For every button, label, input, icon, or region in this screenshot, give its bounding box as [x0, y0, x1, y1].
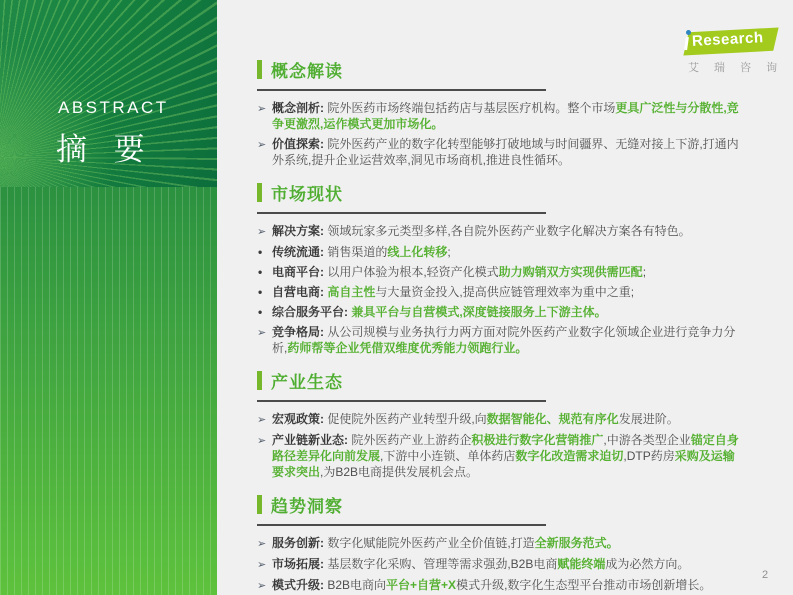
text-segment-normal: ,下游中小连锁、单体药店 [380, 449, 516, 463]
bullet-item [257, 577, 743, 594]
text-segment-green: 采购及运输要求突出 [272, 449, 735, 479]
text-segment-label: 自营电商: [272, 285, 324, 299]
bullet-item [257, 223, 743, 240]
bullet-text [272, 432, 743, 480]
section-bar-icon [257, 183, 262, 202]
text-segment-green: 平台+自营+X [386, 578, 457, 592]
arrow-bullet-icon: ➢ [257, 226, 267, 238]
bullet-item [257, 432, 743, 480]
dot-bullet-icon: • [258, 285, 263, 299]
section-1 [257, 57, 743, 168]
sub-bullet-item [258, 284, 743, 300]
text-segment-green: 高自主性 [327, 285, 376, 299]
text-segment-normal: ,DTP药房 [623, 449, 675, 463]
bullet-item [257, 324, 743, 356]
logo-i-dot-icon [686, 30, 691, 35]
section-bar-icon [257, 60, 262, 79]
text-segment-normal: 院外医药产业的数字化转型能够打破地域与时间疆界、无缝对接上下游,打通内外系统,提升企业运营效率,洞见市场商机,推进良性循环。 [272, 137, 739, 167]
bullet-text [272, 244, 743, 260]
bullet-text [272, 136, 743, 168]
text-segment-normal: 成为必然方向。 [605, 557, 690, 571]
logo-subtitle: 艾 瑞 咨 询 [688, 62, 784, 74]
sub-bullet-item [258, 244, 743, 260]
arrow-bullet-icon: ➢ [257, 538, 267, 550]
text-segment-normal: 院外医药产业上游药企 [348, 433, 472, 447]
text-segment-green: 赋能终端 [557, 557, 606, 571]
section-title: 概念解读 [271, 62, 343, 81]
text-segment-normal: ; [447, 245, 451, 259]
arrow-bullet-icon: ➢ [257, 435, 267, 447]
sidebar-stripes-panel [0, 187, 217, 595]
text-segment-normal: 促使院外医药产业转型升级,向 [324, 412, 487, 426]
bullet-text [272, 577, 743, 594]
text-segment-label: 宏观政策: [272, 412, 324, 426]
text-segment-label: 服务创新: [272, 536, 324, 550]
text-segment-green: 兼具平台与自营模式,深度链接服务上下游主体。 [351, 305, 607, 319]
section-divider [257, 212, 546, 214]
section-title: 趋势洞察 [271, 497, 343, 516]
bullet-text [272, 535, 743, 552]
page-number: 2 [762, 569, 769, 581]
text-segment-normal: 与大量资金投入,提高供应链管理效率为重中之重; [375, 285, 635, 299]
text-segment-label: 产业链新业态: [272, 433, 348, 447]
section-header [257, 57, 743, 82]
bullet-item [257, 535, 743, 552]
dot-bullet-icon: • [258, 305, 263, 319]
text-segment-normal: 基层数字化采购、管理等需求强劲,B2B电商 [324, 557, 558, 571]
section-divider [257, 400, 546, 402]
text-segment-label: 传统流通: [272, 245, 324, 259]
text-segment-label: 概念剖析: [272, 101, 324, 115]
bullet-text [272, 264, 743, 280]
text-segment-green: 锚定自身路径差异化向前发展 [272, 433, 739, 463]
text-segment-green: 更具广泛性与分散性,竞争更激烈,运作模式更加市场化。 [272, 101, 739, 131]
section-title: 市场现状 [271, 185, 343, 204]
bullet-text [272, 556, 743, 573]
bullet-list [257, 100, 743, 168]
text-segment-normal: ,为B2B电商提供发展机会点。 [320, 465, 479, 479]
sidebar-title-chinese: 摘 要 [56, 132, 154, 167]
section-bar-icon [257, 495, 262, 514]
dot-bullet-icon: • [258, 245, 263, 259]
dot-bullet-icon: • [258, 265, 263, 279]
bullet-list [257, 223, 743, 356]
text-segment-normal: 模式升级,数字化生态型平台推动市场创新增长。 [456, 578, 712, 592]
sidebar [0, 0, 217, 595]
bullet-list [257, 411, 743, 480]
section-divider [257, 524, 546, 526]
bullet-item [257, 100, 743, 132]
text-segment-label: 竞争格局: [272, 325, 324, 339]
bullet-text [272, 411, 743, 428]
bullet-text [272, 223, 743, 240]
sidebar-title-english: ABSTRACT [58, 98, 169, 117]
text-segment-green: 积极进行数字化营销推广 [471, 433, 604, 447]
section-header [257, 180, 743, 205]
text-segment-green: 全新服务范式。 [534, 536, 619, 550]
arrow-bullet-icon: ➢ [257, 327, 267, 339]
text-segment-label: 综合服务平台: [272, 305, 348, 319]
bullet-list [257, 535, 743, 594]
sub-bullet-item [258, 264, 743, 280]
text-segment-label: 价值探索: [272, 137, 324, 151]
text-segment-label: 市场拓展: [272, 557, 324, 571]
text-segment-green: 助力购销双方实现供需匹配 [498, 265, 643, 279]
logo-brand-text: Research [691, 29, 764, 50]
sidebar-rays-panel [0, 0, 217, 187]
text-segment-green: 数据智能化、规范有序化 [486, 412, 619, 426]
text-segment-label: 模式升级: [272, 578, 324, 592]
section-title: 产业生态 [271, 373, 343, 392]
bullet-text [272, 324, 743, 356]
section-divider [257, 89, 546, 91]
arrow-bullet-icon: ➢ [257, 414, 267, 426]
text-segment-normal: 以用户体验为根本,轻资产化模式 [324, 265, 499, 279]
text-segment-normal: ; [642, 265, 647, 279]
text-segment-green: 线上化转移 [387, 245, 448, 259]
section-2 [257, 180, 743, 356]
text-segment-normal: 院外医药市场终端包括药店与基层医疗机构。整个市场 [324, 101, 616, 115]
abstract-content [257, 57, 743, 595]
section-3 [257, 368, 743, 480]
bullet-item [257, 411, 743, 428]
text-segment-label: 电商平台: [272, 265, 324, 279]
text-segment-green: 药师帮等企业凭借双维度优秀能力领跑行业。 [287, 341, 528, 355]
text-segment-label: 解决方案: [272, 224, 324, 238]
arrow-bullet-icon: ➢ [257, 139, 267, 151]
arrow-bullet-icon: ➢ [257, 559, 267, 571]
arrow-bullet-icon: ➢ [257, 580, 267, 592]
arrow-bullet-icon: ➢ [257, 103, 267, 115]
bullet-item [257, 136, 743, 168]
text-segment-normal: 从公司规模与业务执行力两方面对院外医药产业数字化领域企业进行竞争力分析, [272, 325, 736, 355]
text-segment-normal: B2B电商向 [324, 578, 387, 592]
sub-bullet-item [258, 304, 743, 320]
text-segment-normal: 发展进阶。 [618, 412, 679, 426]
section-header [257, 492, 743, 517]
bullet-text [272, 100, 743, 132]
text-segment-green: 数字化改造需求迫切 [515, 449, 624, 463]
section-header [257, 368, 743, 393]
text-segment-normal: ,中游各类型企业 [603, 433, 691, 447]
text-segment-normal: 领域玩家多元类型多样,各自院外医药产业数字化解决方案各有特色。 [324, 224, 691, 238]
bullet-item [257, 556, 743, 573]
text-segment-normal: 数字化赋能院外医药产业全价值链,打造 [324, 536, 535, 550]
text-segment-normal: 销售渠道的 [324, 245, 388, 259]
bullet-text [272, 304, 743, 320]
section-bar-icon [257, 371, 262, 390]
bullet-text [272, 284, 743, 300]
section-4 [257, 492, 743, 594]
